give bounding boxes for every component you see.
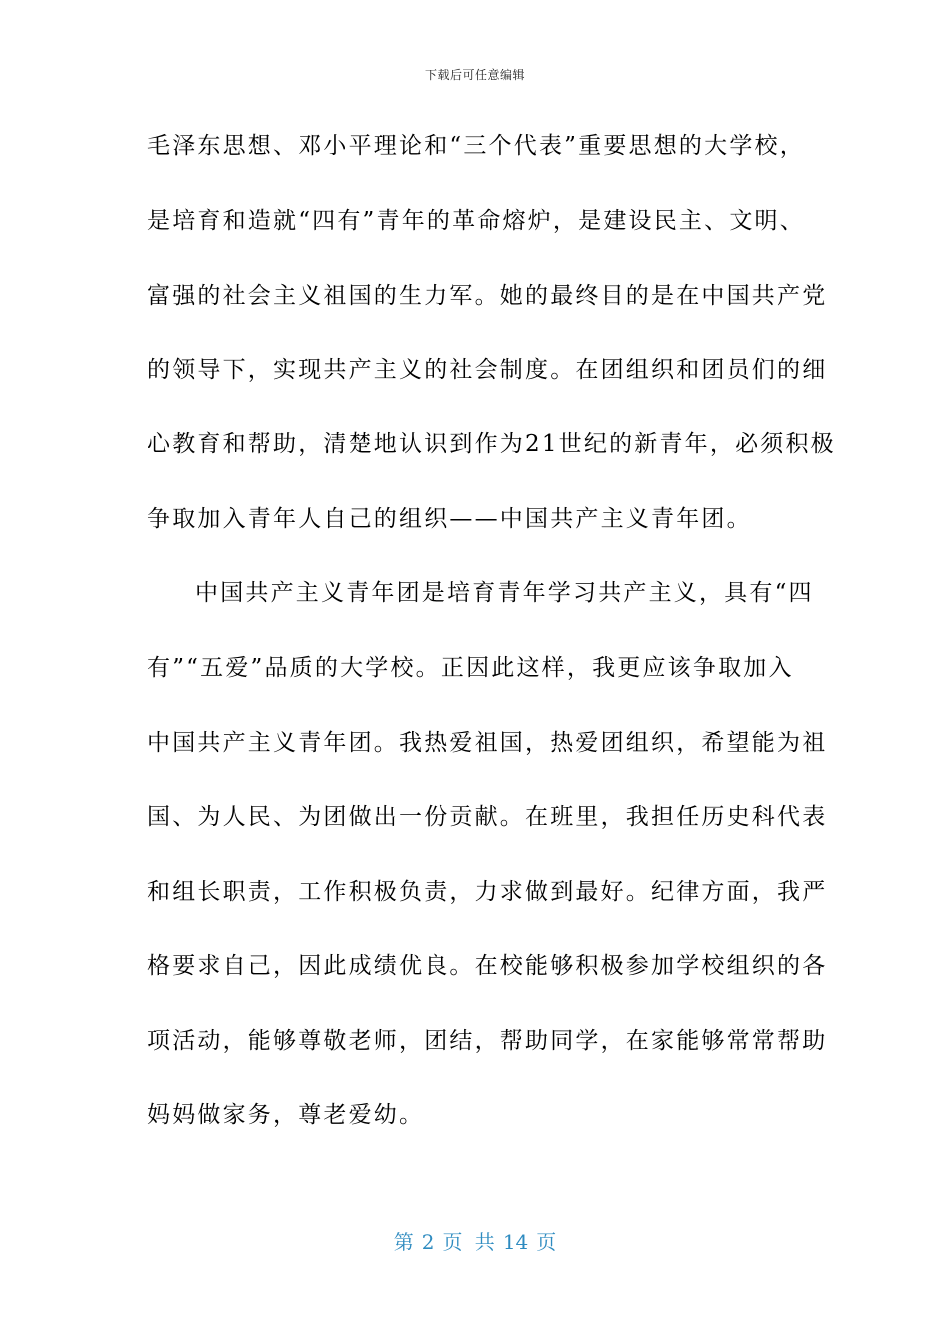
text-line: 的领导下，实现共产主义的社会制度。在团组织和团员们的细 [147, 357, 828, 383]
footer-middle: 页 共 [442, 1230, 495, 1254]
text-line: 有”“五爱”品质的大学校。正因此这样，我更应该争取加入 [147, 655, 794, 681]
text-line: 毛泽东思想、邓小平理论和“三个代表”重要思想的大学校， [147, 133, 805, 159]
text-line: 项活动，能够尊敬老师，团结，帮助同学，在家能够常常帮助 [147, 1028, 828, 1054]
text-line: 中国共产主义青年团。我热爱祖国，热爱团组织，希望能为祖 [147, 730, 828, 756]
footer-prefix: 第 [393, 1230, 414, 1254]
text-line: 富强的社会主义祖国的生力军。她的最终目的是在中国共产党 [147, 283, 828, 309]
header-note: 下载后可任意编辑 [424, 68, 525, 82]
text-line: 格要求自己，因此成绩优良。在校能够积极参加学校组织的各 [147, 953, 828, 979]
text-line: 争取加入青年人自己的组织——中国共产主义青年团。 [147, 506, 752, 532]
text-line: 是培育和造就“四有”青年的革命熔炉，是建设民主、文明、 [147, 208, 805, 234]
footer-suffix: 页 [536, 1230, 557, 1254]
text-line: 妈妈做家务，尊老爱幼。 [147, 1102, 425, 1128]
text-line: 和组长职责，工作积极负责，力求做到最好。纪律方面，我严 [147, 879, 828, 905]
current-page-number: 2 [421, 1230, 435, 1254]
text-line: 心教育和帮助，清楚地认识到作为21世纪的新青年，必须积极 [147, 431, 836, 457]
text-line: 国、为人民、为团做出一份贡献。在班里，我担任历史科代表 [147, 804, 828, 830]
page-number-footer [0, 1226, 950, 1255]
total-pages-number: 14 [502, 1230, 529, 1254]
text-line: 中国共产主义青年团是培育青年学习共产主义，具有“四 [195, 580, 814, 606]
